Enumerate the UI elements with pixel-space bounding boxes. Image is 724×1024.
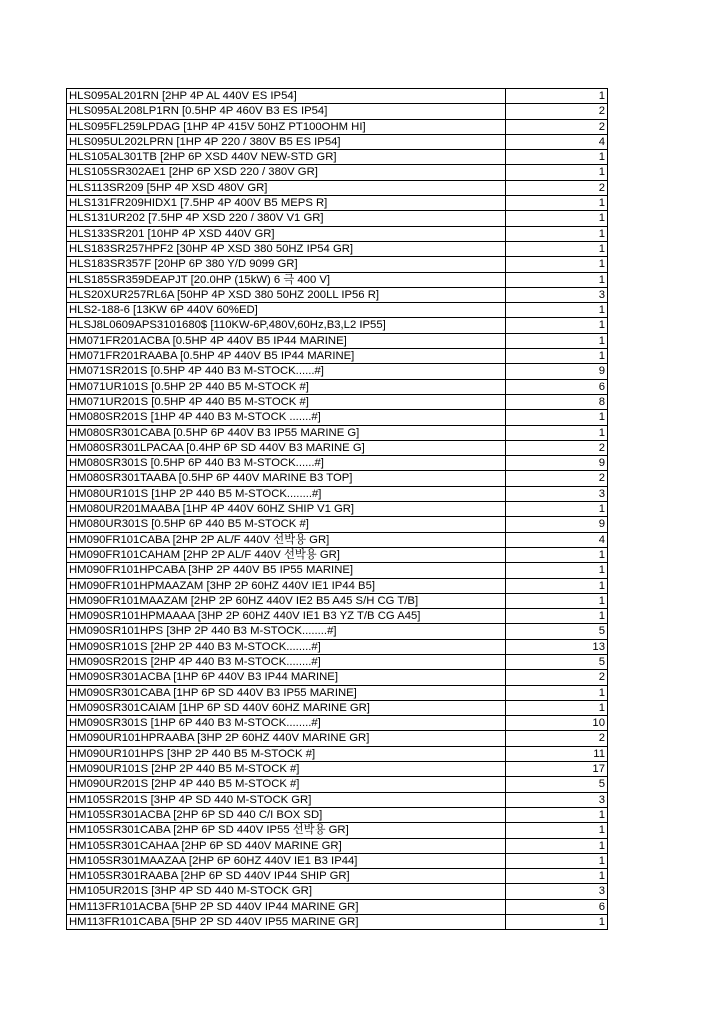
- item-quantity-cell[interactable]: 3: [506, 792, 608, 807]
- table-row: [67, 807, 608, 822]
- table-row: [67, 379, 608, 394]
- table-row: [67, 823, 608, 838]
- item-description-cell[interactable]: HM080SR301S [0.5HP 6P 440 B3 M-STOCK......#]: [67, 456, 506, 471]
- item-quantity-cell[interactable]: 1: [506, 226, 608, 241]
- table-row: [67, 180, 608, 195]
- item-quantity-cell[interactable]: 5: [506, 624, 608, 639]
- table-row: [67, 899, 608, 914]
- item-quantity-cell[interactable]: 1: [506, 333, 608, 348]
- item-description-cell[interactable]: HM090FR101CAHAM [2HP 2P AL/F 440V 선박용 GR]: [67, 547, 506, 562]
- item-quantity-cell[interactable]: 3: [506, 884, 608, 899]
- item-quantity-cell[interactable]: 5: [506, 777, 608, 792]
- item-description-cell[interactable]: HM090FR101HPCABA [3HP 2P 440V B5 IP55 MARINE]: [67, 563, 506, 578]
- item-quantity-cell[interactable]: 2: [506, 180, 608, 195]
- table-row: [67, 593, 608, 608]
- table-row: [67, 226, 608, 241]
- item-description-cell[interactable]: HM071FR201ACBA [0.5HP 4P 440V B5 IP44 MARINE]: [67, 333, 506, 348]
- table-row: [67, 624, 608, 639]
- item-quantity-cell[interactable]: 1: [506, 563, 608, 578]
- item-description-cell[interactable]: HLS095UL202LPRN [1HP 4P 220 / 380V B5 ES IP54]: [67, 134, 506, 149]
- item-description-cell[interactable]: HM090SR101HPS [3HP 2P 440 B3 M-STOCK........#]: [67, 624, 506, 639]
- table-row: [67, 670, 608, 685]
- item-description-cell[interactable]: HLS2-188-6 [13KW 6P 440V 60%ED]: [67, 303, 506, 318]
- item-quantity-cell[interactable]: 1: [506, 853, 608, 868]
- item-quantity-cell[interactable]: 6: [506, 379, 608, 394]
- table-row: [67, 517, 608, 532]
- item-description-cell[interactable]: HM080SR301CABA [0.5HP 6P 440V B3 IP55 MARINE G]: [67, 425, 506, 440]
- table-row: [67, 639, 608, 654]
- table-row: [67, 486, 608, 501]
- item-quantity-cell[interactable]: 1: [506, 807, 608, 822]
- item-description-cell[interactable]: HM090UR101HPRAABA [3HP 2P 60HZ 440V MARINE GR]: [67, 731, 506, 746]
- item-quantity-cell[interactable]: 5: [506, 654, 608, 669]
- item-description-cell[interactable]: HM090UR101S [2HP 2P 440 B5 M-STOCK #]: [67, 762, 506, 777]
- item-quantity-cell[interactable]: 1: [506, 700, 608, 715]
- item-description-cell[interactable]: HM071UR201S [0.5HP 4P 440 B5 M-STOCK #]: [67, 394, 506, 409]
- table-row: [67, 257, 608, 272]
- item-quantity-cell[interactable]: 2: [506, 440, 608, 455]
- item-description-cell[interactable]: HM080UR201MAABA [1HP 4P 440V 60HZ SHIP V1 GR]: [67, 502, 506, 517]
- table-row: [67, 777, 608, 792]
- item-description-cell[interactable]: HM090FR101CABA [2HP 2P AL/F 440V 선박용 GR]: [67, 532, 506, 547]
- item-quantity-cell[interactable]: 1: [506, 823, 608, 838]
- item-description-cell[interactable]: HLSJ8L0609APS3101680$ [110KW-6P,480V,60Hz,B3,L2 IP55]: [67, 318, 506, 333]
- table-row: [67, 609, 608, 624]
- table-row: [67, 134, 608, 149]
- table-row: [67, 532, 608, 547]
- table-row: [67, 578, 608, 593]
- table-row: [67, 884, 608, 899]
- item-description-cell[interactable]: HM090SR101HPMAAAA [3HP 2P 60HZ 440V IE1 B3 YZ T/B CG A45]: [67, 609, 506, 624]
- table-row: [67, 89, 608, 104]
- item-quantity-cell[interactable]: 10: [506, 716, 608, 731]
- item-description-cell[interactable]: HLS095FL259LPDAG [1HP 4P 415V 50HZ PT100OHM HI]: [67, 119, 506, 134]
- table-row: [67, 731, 608, 746]
- table-row: [67, 915, 608, 930]
- item-quantity-cell[interactable]: 1: [506, 502, 608, 517]
- table-row: [67, 150, 608, 165]
- table-row: [67, 716, 608, 731]
- item-description-cell[interactable]: HLS185SR359DEAPJT [20.0HP (15kW) 6 극 400 V]: [67, 272, 506, 287]
- item-quantity-cell[interactable]: 1: [506, 869, 608, 884]
- item-description-cell[interactable]: HM090FR101HPMAAZAM [3HP 2P 60HZ 440V IE1 IP44 B5]: [67, 578, 506, 593]
- table-row: [67, 547, 608, 562]
- item-description-cell[interactable]: HM105SR301ACBA [2HP 6P SD 440 C/I BOX SD]: [67, 807, 506, 822]
- item-quantity-cell[interactable]: 4: [506, 134, 608, 149]
- table-row: [67, 685, 608, 700]
- item-quantity-cell[interactable]: 9: [506, 364, 608, 379]
- item-quantity-cell[interactable]: 4: [506, 532, 608, 547]
- table-row: [67, 318, 608, 333]
- table-row: [67, 104, 608, 119]
- item-description-cell[interactable]: HLS095AL208LP1RN [0.5HP 4P 460V B3 ES IP54]: [67, 104, 506, 119]
- item-quantity-cell[interactable]: 1: [506, 547, 608, 562]
- table-row: [67, 211, 608, 226]
- item-description-cell[interactable]: HM080SR301LPACAA [0.4HP 6P SD 440V B3 MARINE G]: [67, 440, 506, 455]
- item-description-cell[interactable]: HLS131UR202 [7.5HP 4P XSD 220 / 380V V1 GR]: [67, 211, 506, 226]
- item-quantity-cell[interactable]: 1: [506, 578, 608, 593]
- item-quantity-cell[interactable]: 1: [506, 685, 608, 700]
- table-row: [67, 700, 608, 715]
- item-quantity-cell[interactable]: 1: [506, 303, 608, 318]
- item-quantity-cell[interactable]: 2: [506, 119, 608, 134]
- table-row: [67, 746, 608, 761]
- item-quantity-cell[interactable]: 1: [506, 257, 608, 272]
- table-row: [67, 792, 608, 807]
- table-row: [67, 838, 608, 853]
- table-row: [67, 165, 608, 180]
- table-row: [67, 241, 608, 256]
- item-quantity-cell[interactable]: 2: [506, 104, 608, 119]
- item-description-cell[interactable]: HM113FR101ACBA [5HP 2P SD 440V IP44 MARINE GR]: [67, 899, 506, 914]
- item-quantity-cell[interactable]: 1: [506, 89, 608, 104]
- item-quantity-cell[interactable]: 6: [506, 899, 608, 914]
- item-quantity-cell[interactable]: 1: [506, 425, 608, 440]
- table-row: [67, 502, 608, 517]
- table-row: [67, 119, 608, 134]
- table-row: [67, 196, 608, 211]
- table-row: [67, 563, 608, 578]
- item-quantity-cell[interactable]: 13: [506, 639, 608, 654]
- item-description-cell[interactable]: HM071SR201S [0.5HP 4P 440 B3 M-STOCK......#]: [67, 364, 506, 379]
- item-quantity-cell[interactable]: 1: [506, 609, 608, 624]
- item-description-cell[interactable]: HM105SR301MAAZAA [2HP 6P 60HZ 440V IE1 B3 IP44]: [67, 853, 506, 868]
- item-quantity-cell[interactable]: 1: [506, 410, 608, 425]
- item-description-cell[interactable]: HM090SR301ACBA [1HP 6P 440V B3 IP44 MARINE]: [67, 670, 506, 685]
- item-quantity-cell[interactable]: 9: [506, 456, 608, 471]
- table-row: [67, 456, 608, 471]
- item-quantity-cell[interactable]: 1: [506, 915, 608, 930]
- item-description-cell[interactable]: HM090SR301CAIAM [1HP 6P SD 440V 60HZ MARINE GR]: [67, 700, 506, 715]
- item-description-cell[interactable]: HM105SR301RAABA [2HP 6P SD 440V IP44 SHIP GR]: [67, 869, 506, 884]
- item-quantity-cell[interactable]: 17: [506, 762, 608, 777]
- item-quantity-cell[interactable]: 1: [506, 838, 608, 853]
- item-description-cell[interactable]: HLS105AL301TB [2HP 6P XSD 440V NEW-STD GR]: [67, 150, 506, 165]
- item-description-cell[interactable]: HM090SR101S [2HP 2P 440 B3 M-STOCK........#]: [67, 639, 506, 654]
- item-quantity-cell[interactable]: 1: [506, 165, 608, 180]
- table-row: [67, 762, 608, 777]
- item-quantity-cell[interactable]: 1: [506, 272, 608, 287]
- item-quantity-cell[interactable]: 1: [506, 196, 608, 211]
- item-description-cell[interactable]: HM090UR101HPS [3HP 2P 440 B5 M-STOCK #]: [67, 746, 506, 761]
- item-quantity-cell[interactable]: 11: [506, 746, 608, 761]
- item-description-cell[interactable]: HLS20XUR257RL6A [50HP 4P XSD 380 50HZ 200LL IP56 R]: [67, 287, 506, 302]
- item-description-cell[interactable]: HLS183SR357F [20HP 6P 380 Y/D 9099 GR]: [67, 257, 506, 272]
- table-row: [67, 654, 608, 669]
- item-description-cell[interactable]: HM080SR201S [1HP 4P 440 B3 M-STOCK .......#]: [67, 410, 506, 425]
- item-description-cell[interactable]: HM090FR101MAAZAM [2HP 2P 60HZ 440V IE2 B5 A45 S/H CG T/B]: [67, 593, 506, 608]
- item-description-cell[interactable]: HM105SR301CAHAA [2HP 6P SD 440V MARINE GR]: [67, 838, 506, 853]
- item-description-cell[interactable]: HM105SR201S [3HP 4P SD 440 M-STOCK GR]: [67, 792, 506, 807]
- item-description-cell[interactable]: HM090SR201S [2HP 4P 440 B3 M-STOCK........#]: [67, 654, 506, 669]
- item-quantity-cell[interactable]: 3: [506, 486, 608, 501]
- item-description-cell[interactable]: HM080UR301S [0.5HP 6P 440 B5 M-STOCK #]: [67, 517, 506, 532]
- item-quantity-cell[interactable]: 3: [506, 287, 608, 302]
- table-row: [67, 364, 608, 379]
- table-row: [67, 440, 608, 455]
- item-description-cell[interactable]: HLS105SR302AE1 [2HP 6P XSD 220 / 380V GR]: [67, 165, 506, 180]
- item-quantity-cell[interactable]: 1: [506, 150, 608, 165]
- item-description-cell[interactable]: HM090SR301CABA [1HP 6P SD 440V B3 IP55 MARINE]: [67, 685, 506, 700]
- table-row: [67, 287, 608, 302]
- item-description-cell[interactable]: HLS095AL201RN [2HP 4P AL 440V ES IP54]: [67, 89, 506, 104]
- item-description-cell[interactable]: HM080SR301TAABA [0.5HP 6P 440V MARINE B3 TOP]: [67, 471, 506, 486]
- table-row: [67, 272, 608, 287]
- item-description-cell[interactable]: HM090SR301S [1HP 6P 440 B3 M-STOCK........#]: [67, 716, 506, 731]
- item-description-cell[interactable]: HM105SR301CABA [2HP 6P SD 440V IP55 선박용 GR]: [67, 823, 506, 838]
- item-quantity-cell[interactable]: 8: [506, 394, 608, 409]
- inventory-table: [66, 88, 608, 930]
- item-quantity-cell[interactable]: 1: [506, 593, 608, 608]
- item-quantity-cell[interactable]: 9: [506, 517, 608, 532]
- item-quantity-cell[interactable]: 1: [506, 318, 608, 333]
- item-quantity-cell[interactable]: 2: [506, 670, 608, 685]
- table-row: [67, 869, 608, 884]
- item-quantity-cell[interactable]: 1: [506, 349, 608, 364]
- item-description-cell[interactable]: HM113FR101CABA [5HP 2P SD 440V IP55 MARINE GR]: [67, 915, 506, 930]
- table-row: [67, 303, 608, 318]
- item-description-cell[interactable]: HM090UR201S [2HP 4P 440 B5 M-STOCK #]: [67, 777, 506, 792]
- table-row: [67, 425, 608, 440]
- item-quantity-cell[interactable]: 2: [506, 471, 608, 486]
- item-quantity-cell[interactable]: 1: [506, 241, 608, 256]
- item-description-cell[interactable]: HM071UR101S [0.5HP 2P 440 B5 M-STOCK #]: [67, 379, 506, 394]
- table-row: [67, 410, 608, 425]
- item-description-cell[interactable]: HLS183SR257HPF2 [30HP 4P XSD 380 50HZ IP54 GR]: [67, 241, 506, 256]
- item-quantity-cell[interactable]: 1: [506, 211, 608, 226]
- table-row: [67, 349, 608, 364]
- item-description-cell[interactable]: HM080UR101S [1HP 2P 440 B5 M-STOCK........#]: [67, 486, 506, 501]
- table-row: [67, 853, 608, 868]
- item-description-cell[interactable]: HM071FR201RAABA [0.5HP 4P 440V B5 IP44 MARINE]: [67, 349, 506, 364]
- item-description-cell[interactable]: HLS133SR201 [10HP 4P XSD 440V GR]: [67, 226, 506, 241]
- item-description-cell[interactable]: HM105UR201S [3HP 4P SD 440 M-STOCK GR]: [67, 884, 506, 899]
- item-description-cell[interactable]: HLS131FR209HIDX1 [7.5HP 4P 400V B5 MEPS R]: [67, 196, 506, 211]
- table-row: [67, 471, 608, 486]
- table-row: [67, 333, 608, 348]
- inventory-table-body: [67, 89, 608, 930]
- table-row: [67, 394, 608, 409]
- item-quantity-cell[interactable]: 2: [506, 731, 608, 746]
- item-description-cell[interactable]: HLS113SR209 [5HP 4P XSD 480V GR]: [67, 180, 506, 195]
